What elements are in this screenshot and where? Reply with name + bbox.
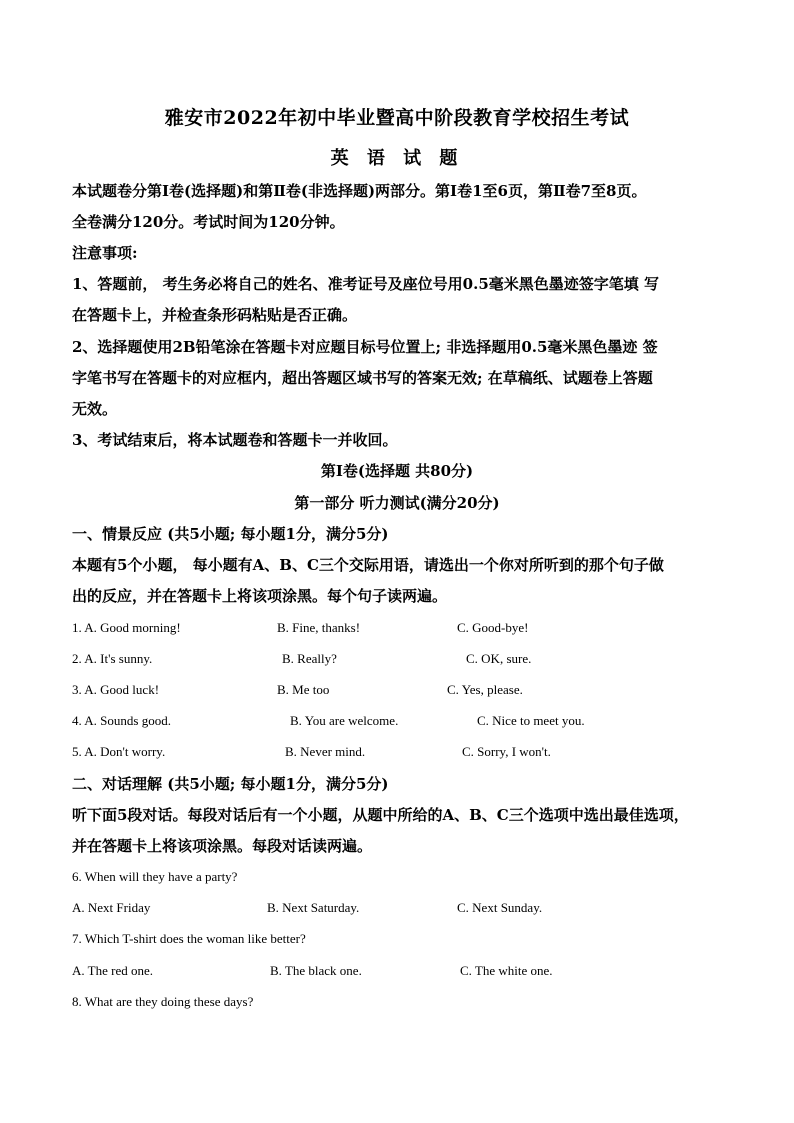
option-c: C. Good-bye! (457, 620, 529, 635)
option-c: C. Nice to meet you. (477, 713, 585, 728)
option-a: 1. A. Good morning! (72, 620, 181, 635)
option-c: C. OK, sure. (466, 651, 532, 666)
section2-instruction: 并在答题卡上将该项涂黑。每段对话读两遍。 (72, 837, 373, 855)
notice-line: 字笔书写在答题卡的对应框内，超出答题区域书写的答案无效; 在草稿纸、试题卷上答题 (72, 369, 653, 387)
question-text: 8. What are they doing these days? (72, 994, 254, 1009)
section1-instruction: 出的反应，并在答题卡上将该项涂黑。每个句子读两遍。 (72, 587, 448, 605)
option-b: B. Really? (282, 651, 337, 666)
option-b: B. Me too (277, 682, 330, 697)
option-c: C. Yes, please. (447, 682, 523, 697)
part-heading: 第一部分 听力测试(满分20分) (294, 494, 500, 512)
option-a: A. Next Friday (72, 900, 151, 915)
question-text: 7. Which T-shirt does the woman like better? (72, 931, 306, 946)
section2-instruction: 听下面5段对话。每段对话后有一个小题，从题中所给的A、B、C三个选项中选出最佳选项， (72, 806, 689, 824)
option-c: C. Next Sunday. (457, 900, 543, 915)
volume-heading: 第Ⅰ卷(选择题 共80分) (320, 462, 474, 480)
notice-line: 3、考试结束后，将本试题卷和答题卡一并收回。 (72, 431, 398, 449)
question-text: 6. When will they have a party? (72, 869, 238, 884)
notice-line: 在答题卡上，并检查条形码粘贴是否正确。 (72, 306, 358, 324)
notice-line: 2、选择题使用2B铅笔涂在答题卡对应题目标号位置上; 非选择题用0.5毫米黑色墨迹 签 (72, 338, 658, 356)
intro-line: 全卷满分120分。考试时间为120分钟。 (72, 213, 345, 231)
option-b: B. You are welcome. (290, 713, 399, 728)
notice-line: 无效。 (72, 400, 118, 418)
option-a: 2. A. It's sunny. (72, 651, 153, 666)
option-c: C. The white one. (460, 963, 553, 978)
option-b: B. The black one. (270, 963, 362, 978)
section1-instruction: 本题有5个小题， 每小题有A、B、C三个交际用语，请选出一个你对所听到的那个句子做 (72, 556, 664, 574)
option-a: 3. A. Good luck! (72, 682, 160, 697)
option-c: C. Sorry, I won't. (462, 744, 551, 759)
notice-heading: 注意事项: (72, 244, 138, 262)
section2-heading: 二、对话理解 (共5小题; 每小题1分，满分5分) (72, 775, 389, 793)
intro-line: 本试题卷分第Ⅰ卷(选择题)和第Ⅱ卷(非选择题)两部分。第Ⅰ卷1至6页，第Ⅱ卷7至8页。 (72, 182, 647, 200)
exam-subtitle: 英 语 试 题 (330, 148, 464, 169)
option-b: B. Next Saturday. (267, 900, 360, 915)
option-b: B. Never mind. (285, 744, 366, 759)
option-a: 5. A. Don't worry. (72, 744, 166, 759)
section1-heading: 一、情景反应 (共5小题; 每小题1分，满分5分) (72, 525, 389, 543)
option-a: A. The red one. (72, 963, 153, 978)
exam-title: 雅安市2022年初中毕业暨高中阶段教育学校招生考试 (164, 107, 630, 129)
option-a: 4. A. Sounds good. (72, 713, 171, 728)
option-b: B. Fine, thanks! (277, 620, 361, 635)
notice-line: 1、答题前， 考生务必将自己的姓名、准考证号及座位号用0.5毫米黑色墨迹签字笔填 写 (72, 275, 659, 293)
